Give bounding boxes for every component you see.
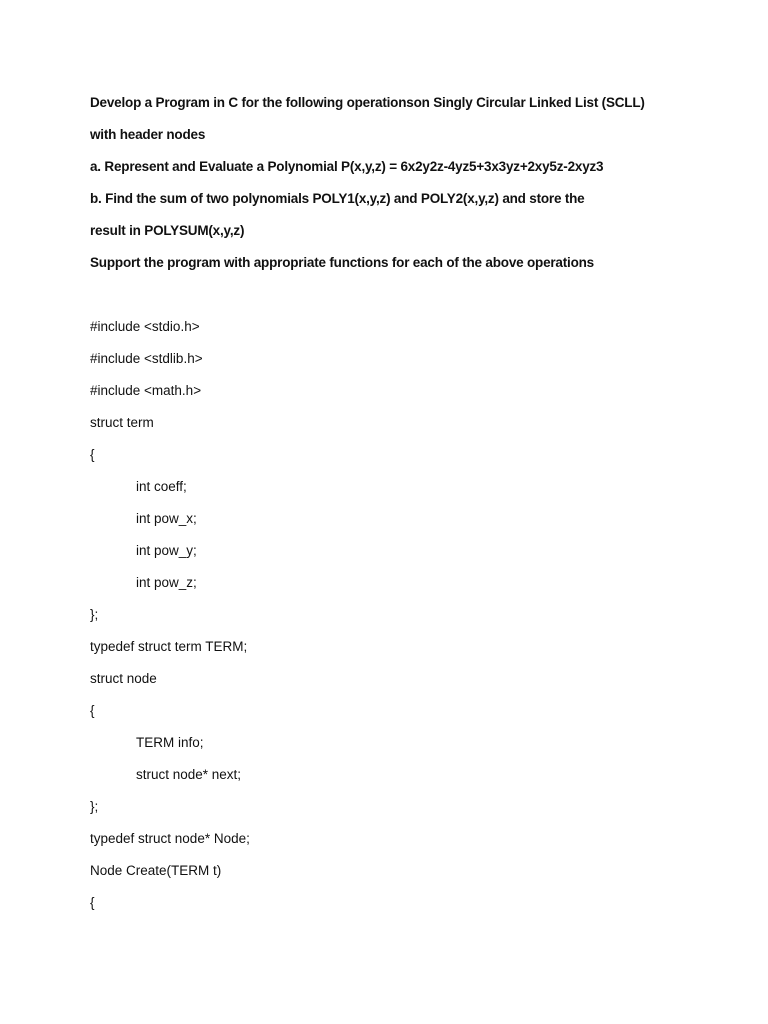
heading-line-1: Develop a Program in C for the following operationson Singly Circular Linked List (SCLL) xyxy=(90,95,645,110)
code-line: struct node* next; xyxy=(136,767,242,782)
heading-line-6: Support the program with appropriate functions for each of the above operations xyxy=(90,255,594,270)
code-line: #include <stdlib.h> xyxy=(90,351,203,366)
code-line: int coeff; xyxy=(136,479,187,494)
code-line: struct term xyxy=(90,415,154,430)
code-line: #include <math.h> xyxy=(90,383,202,398)
code-line: struct node xyxy=(90,671,157,686)
code-line: int pow_x; xyxy=(136,511,197,526)
code-line: typedef struct node* Node; xyxy=(90,831,250,846)
heading-line-5: result in POLYSUM(x,y,z) xyxy=(90,223,245,238)
code-line: }; xyxy=(90,607,99,622)
heading-line-4: b. Find the sum of two polynomials POLY1(x,y,z) and POLY2(x,y,z) and store the xyxy=(90,191,585,206)
code-line: { xyxy=(90,447,95,462)
code-line: }; xyxy=(90,799,99,814)
code-line: #include <stdio.h> xyxy=(90,319,200,334)
heading-line-3: a. Represent and Evaluate a Polynomial P(x,y,z) = 6x2y2z-4yz5+3x3yz+2xy5z-2xyz3 xyxy=(90,159,604,174)
code-line: TERM info; xyxy=(136,735,204,750)
heading-line-2: with header nodes xyxy=(90,127,206,142)
code-line: typedef struct term TERM; xyxy=(90,639,248,654)
code-line: int pow_y; xyxy=(136,543,197,558)
code-line: { xyxy=(90,703,95,718)
code-line: int pow_z; xyxy=(136,575,197,590)
code-line: Node Create(TERM t) xyxy=(90,863,222,878)
code-line: { xyxy=(90,895,95,910)
